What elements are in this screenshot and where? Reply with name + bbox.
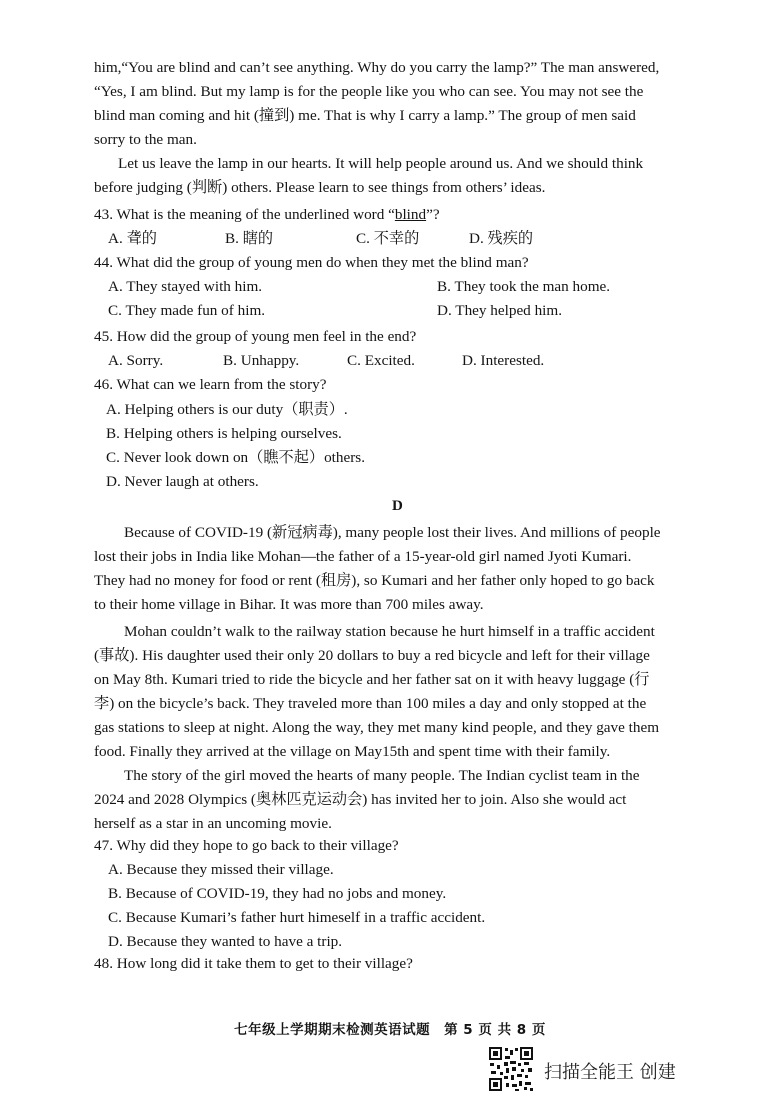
passage-d-line: gas stations to sleep at night. Along the way, they met many kind people, and they gave them xyxy=(94,719,660,736)
question-46-stem: 46. What can we learn from the story? xyxy=(94,376,327,393)
passage-line: Let us leave the lamp in our hearts. It will help people around us. And we should think xyxy=(118,155,644,172)
question-47-stem: 47. Why did they hope to go back to their village? xyxy=(94,837,399,854)
q46-option-d: D. Never laugh at others. xyxy=(106,473,259,490)
q45-option-a: A. Sorry. xyxy=(108,352,164,369)
q47-option-c: C. Because Kumari’s father hurt himeself in a traffic accident. xyxy=(108,909,486,926)
passage-d-line: 2024 and 2028 Olympics (奥林匹克运动会) has invited her to join. Also she would act xyxy=(94,791,627,808)
q46-option-a: A. Helping others is our duty（职责）. xyxy=(106,401,348,418)
q46-option-c: C. Never look down on（瞧不起）others. xyxy=(106,449,366,466)
passage-d-line: on May 8th. Kumari tried to ride the bicycle and her father sat on it with heavy luggage (行 xyxy=(94,671,650,688)
section-d-heading: D xyxy=(392,498,403,514)
q43-option-c: C. 不幸的 xyxy=(356,230,420,247)
passage-line: him,“You are blind and can’t see anything. Why do you carry the lamp?” The man answered, xyxy=(94,59,660,76)
q45-option-b: B. Unhappy. xyxy=(223,352,300,369)
q44-option-a: A. They stayed with him. xyxy=(108,278,263,295)
q43-option-b: B. 瞎的 xyxy=(225,230,274,247)
q47-option-a: A. Because they missed their village. xyxy=(108,861,334,878)
q47-option-b: B. Because of COVID-19, they had no jobs and money. xyxy=(108,885,447,902)
q44-option-c: C. They made fun of him. xyxy=(108,302,266,319)
passage-d-line: 李) on the bicycle’s back. They traveled more than 100 miles a day and only stopped at the xyxy=(94,695,647,712)
qr-code-icon xyxy=(488,1046,534,1092)
passage-line: before judging (判断) others. Please learn to see things from others’ ideas. xyxy=(94,179,546,196)
passage-d-line: food. Finally they arrived at the village on May15th and spent time with their family. xyxy=(94,743,611,760)
passage-line: blind man coming and hit (撞到) me. That is why I carry a lamp.” The group of men said xyxy=(94,107,636,124)
question-48-stem: 48. How long did it take them to get to their village? xyxy=(94,955,413,972)
q44-option-d: D. They helped him. xyxy=(437,302,562,319)
question-45-stem: 45. How did the group of young men feel in the end? xyxy=(94,328,417,345)
q45-option-d: D. Interested. xyxy=(462,352,545,369)
passage-d-line: The story of the girl moved the hearts of many people. The Indian cyclist team in the xyxy=(124,767,640,784)
q45-option-c: C. Excited. xyxy=(347,352,415,369)
passage-d-line: to their home village in Bihar. It was more than 700 miles away. xyxy=(94,596,484,613)
question-43-stem: 43. What is the meaning of the underlined word “blind”? xyxy=(94,206,440,223)
q46-option-b: B. Helping others is helping ourselves. xyxy=(106,425,342,442)
q43-option-d: D. 残疾的 xyxy=(469,230,534,247)
question-44-stem: 44. What did the group of young men do when they met the blind man? xyxy=(94,254,529,271)
passage-d-line: herself as a star in an uncoming movie. xyxy=(94,815,332,832)
passage-line: sorry to the man. xyxy=(94,131,197,148)
passage-d-line: (事故). His daughter used their only 20 dollars to buy a red bicycle and left for their village xyxy=(94,647,650,664)
q44-option-b: B. They took the man home. xyxy=(437,278,611,295)
passage-d-line: lost their jobs in India like Mohan—the father of a 15-year-old girl named Jyoti Kumari. xyxy=(94,548,632,565)
scanner-watermark-label: 扫描全能王 创建 xyxy=(544,1062,676,1083)
q43-option-a: A. 聋的 xyxy=(108,230,157,247)
underlined-word: blind xyxy=(394,206,427,223)
passage-line: “Yes, I am blind. But my lamp is for the people like you who can see. You may not see the xyxy=(94,83,644,100)
q47-option-d: D. Because they wanted to have a trip. xyxy=(108,933,343,950)
passage-d-line: Because of COVID-19 (新冠病毒), many people lost their lives. And millions of people xyxy=(124,524,661,541)
passage-d-line: They had no money for food or rent (租房), so Kumari and her father only hoped to go back xyxy=(94,572,655,589)
passage-d-line: Mohan couldn’t walk to the railway station because he hurt himself in a traffic accident xyxy=(124,623,655,640)
page-footer: 七年级上学期期末检测英语试题 第 5 页 共 8 页 xyxy=(234,1022,546,1038)
